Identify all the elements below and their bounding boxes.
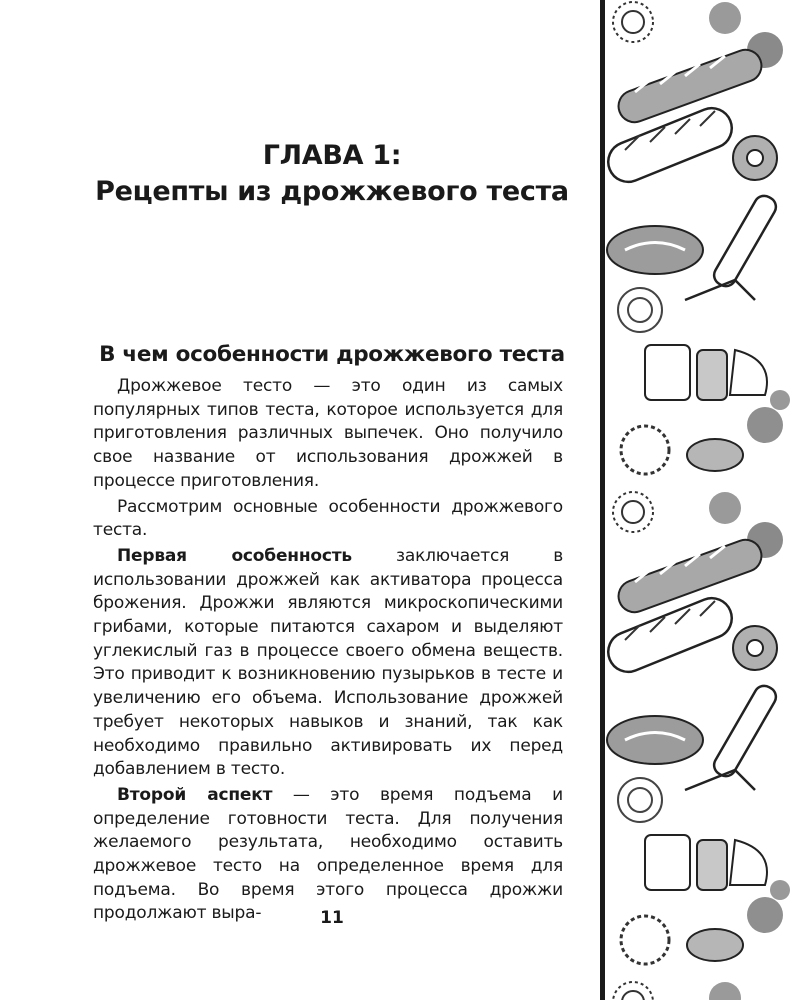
chapter-title: Рецепты из дрожжевого теста [95,176,569,207]
chapter-number: ГЛАВА 1: [262,140,402,171]
paragraph-3-text: заключается в использовании дрожжей как активатора процесса брожения. Дрожжи являются микроскопическими грибами, которые питаются сахаром и выделяют углекислый газ в процессе своего обмена веществ. Это приводит к возникновению пузырьков в тесте и увеличению его объема. Использование дрожжей требует некоторых навыков и знаний, так как необходимо правильно активировать их перед добавлением в тесто. [93,545,564,780]
paragraph-4-text: — это время подъема и определение готовности теста. Для получения желаемого результата, необходимо оставить дрожжевое тесто на определенное время для подъема. Во время этого процесса дрожжи продолжают выра- [93,784,563,924]
paragraph-1: Дрожжевое тесто — это один из самых популярных типов теста, которое используется для приготовления различных выпечек. Оно получило свое название от использования дрожжей в процессе приготовления. [93,376,563,491]
paragraph-2: Рассмотрим основные особенности дрожжевого теста. [93,496,563,541]
bakery-illustration-border [605,0,800,1000]
paragraph-4 [93,784,563,926]
page-number: 11 [320,908,344,928]
paragraph-4-lead: Второй аспект [117,784,273,805]
chapter-heading [60,138,604,210]
body-text [93,375,563,928]
paragraph-3-lead: Первая особенность [117,545,352,566]
paragraph-3 [93,545,563,782]
bakery-pattern-icon [605,0,800,1000]
section-title: В чем особенности дрожжевого теста [99,342,565,367]
